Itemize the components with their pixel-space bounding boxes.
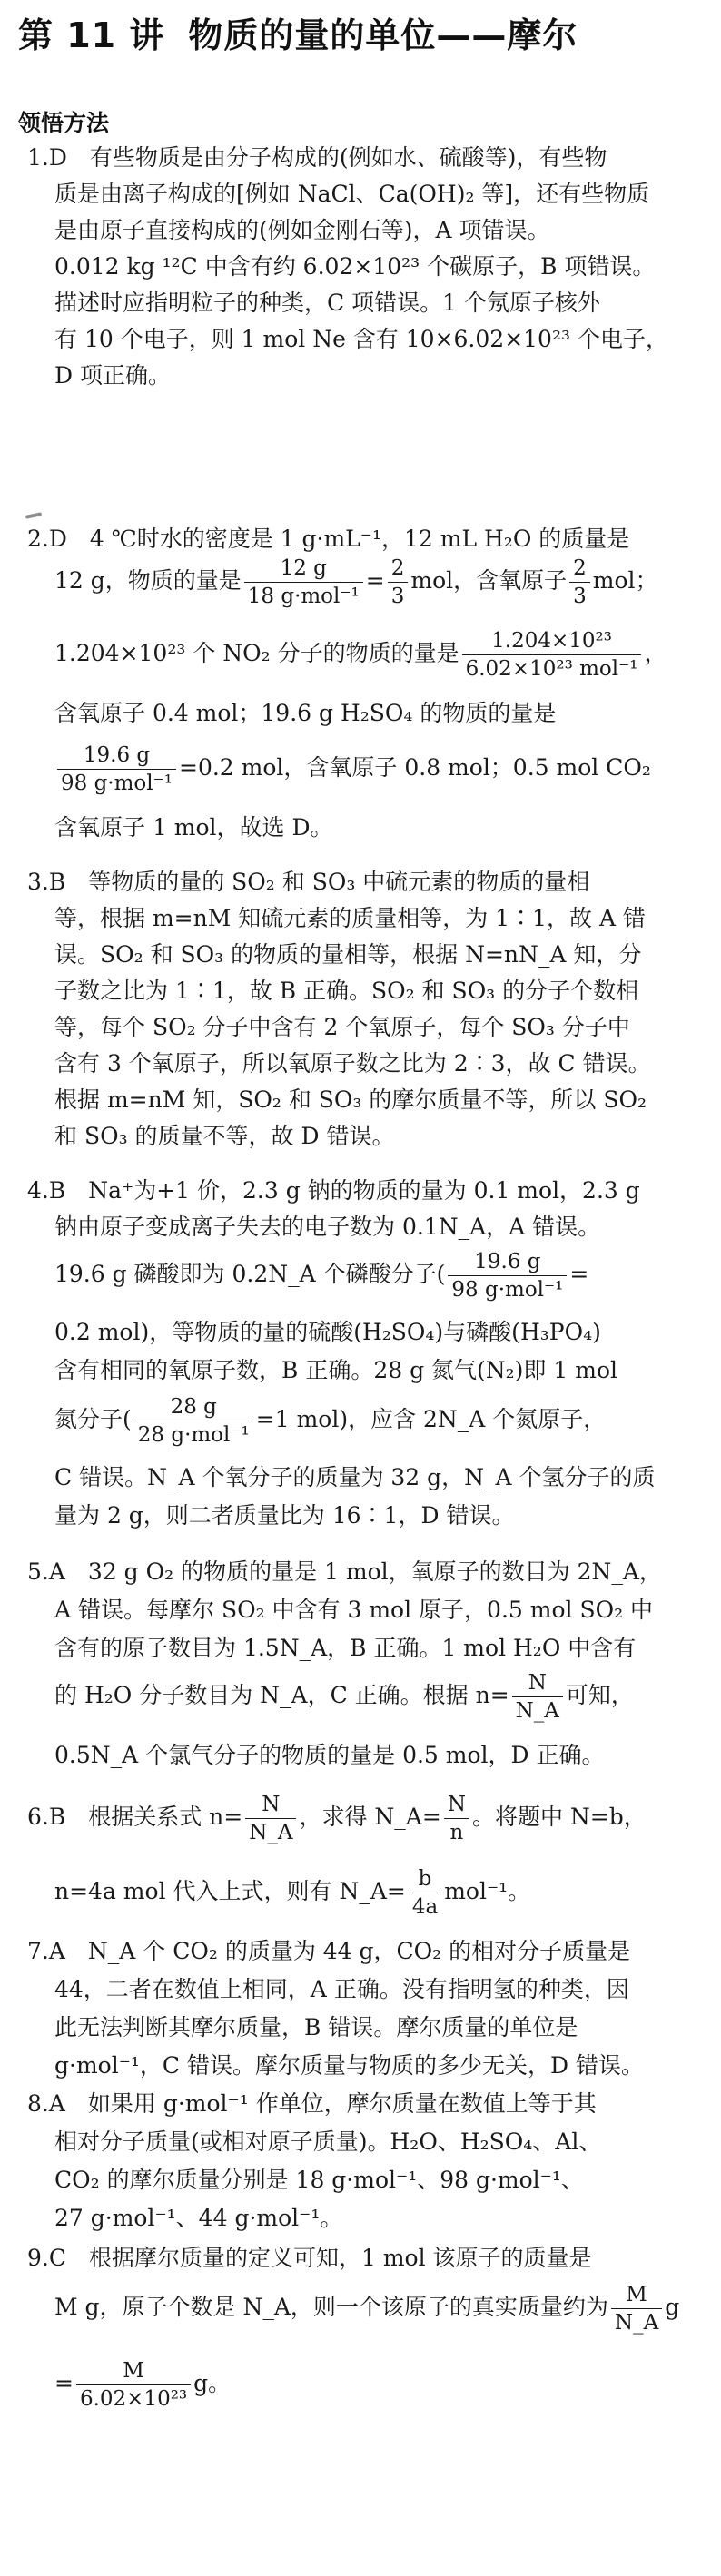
text-run: ，	[644, 640, 667, 666]
q2-fraction-line	[54, 545, 706, 617]
fraction	[444, 1791, 469, 1846]
fraction	[448, 1248, 567, 1303]
numerator: b	[409, 1865, 441, 1893]
denominator: 98 g·mol⁻¹	[451, 1278, 564, 1302]
text-run: 氮分子(	[54, 1406, 132, 1432]
text-run: =	[54, 2370, 74, 2396]
q5-line: A 错误。每摩尔 SO₂ 中含有 3 mol 原子，0.5 mol SO₂ 中	[54, 1597, 654, 1623]
text-run: 1.204×10²³ 个 NO₂ 分子的物质的量是	[54, 640, 459, 666]
text-run: mol，含氧原子	[410, 567, 568, 594]
denominator: 4a	[411, 1895, 439, 1919]
q8-line: CO₂ 的摩尔质量分别是 18 g·mol⁻¹、98 g·mol⁻¹、	[54, 2167, 584, 2193]
q9-line: 9.C 根据摩尔质量的定义可知，1 mol 该原子的质量是	[27, 2245, 592, 2271]
denominator: 6.02×10²³ mol⁻¹	[465, 657, 638, 681]
q2-fraction-line	[54, 732, 706, 804]
q5-line: 含有的原子数目为 1.5N_A，B 正确。1 mol H₂O 中含有	[54, 1635, 637, 1661]
text-run: g。	[193, 2370, 232, 2396]
numerator: 2	[388, 555, 409, 583]
denominator: 3	[573, 585, 587, 608]
text-run: ，求得 N_A=	[299, 1804, 441, 1830]
q3-line: 子数之比为 1∶1，故 B 正确。SO₂ 和 SO₃ 的分子个数相	[54, 978, 639, 1004]
q4-line: 4.B Na⁺为+1 价，2.3 g 钠的物质的量为 0.1 mol，2.3 g	[27, 1177, 640, 1204]
numerator: 28 g	[134, 1393, 253, 1421]
q7-line: 44，二者在数值上相同，A 正确。没有指明氢的种类，因	[54, 1976, 629, 2002]
text-run: 12 g，物质的量是	[54, 567, 242, 594]
q3-line: 根据 m=nM 知，SO₂ 和 SO₃ 的摩尔质量不等，所以 SO₂	[54, 1086, 647, 1113]
fraction	[134, 1393, 253, 1449]
fraction	[611, 2281, 662, 2336]
q5-line: 5.A 32 g O₂ 的物质的量是 1 mol，氧原子的数目为 2N_A，	[27, 1558, 662, 1585]
q1-line: 有 10 个电子，则 1 mol Ne 含有 10×6.02×10²³ 个电子，	[54, 326, 668, 352]
numerator: 19.6 g	[448, 1248, 567, 1276]
q3-line: 等，根据 m=nM 知硫元素的质量相等，为 1∶1，故 A 错	[54, 905, 646, 931]
numerator: 2	[569, 555, 590, 583]
denominator: n	[449, 1821, 464, 1844]
numerator: 19.6 g	[57, 742, 176, 770]
numerator: N	[512, 1669, 563, 1697]
q6-fraction-line	[54, 1855, 706, 1928]
text-run: 可知，	[565, 1682, 634, 1708]
text-run: g	[665, 2294, 680, 2320]
denominator: 18 g·mol⁻¹	[247, 585, 360, 608]
denominator: N_A	[249, 1821, 293, 1844]
fraction	[244, 555, 363, 610]
q1-line: 0.012 kg ¹²C 中含有约 6.02×10²³ 个碳原子，B 项错误。	[54, 253, 656, 280]
text-run: 。将题中 N=b，	[471, 1804, 647, 1830]
q7-line: 7.A N_A 个 CO₂ 的质量为 44 g，CO₂ 的相对分子质量是	[27, 1938, 631, 1964]
text-run: =0.2 mol，含氧原子 0.8 mol；0.5 mol CO₂	[179, 754, 651, 781]
q2-line: 含氧原子 0.4 mol；19.6 g H₂SO₄ 的物质的量是	[54, 700, 557, 726]
page-title	[18, 7, 578, 57]
q4-line: 0.2 mol)，等物质的量的硫酸(H₂SO₄)与磷酸(H₃PO₄)	[54, 1319, 601, 1345]
q1-line: 质是由离子构成的[例如 NaCl、Ca(OH)₂ 等]，还有些物质	[54, 181, 650, 207]
lecture-topic: 物质的量的单位——摩尔	[188, 15, 578, 55]
q5-line: 0.5N_A 个氯气分子的物质的量是 0.5 mol，D 正确。	[54, 1742, 605, 1768]
numerator: M	[611, 2281, 662, 2309]
text-run: 的 H₂O 分子数目为 N_A，C 正确。根据 n=	[54, 1682, 509, 1708]
q4-fraction-line	[54, 1383, 706, 1456]
fraction	[57, 742, 176, 797]
text-run: mol；	[592, 567, 658, 594]
q4-line: C 错误。N_A 个氧分子的质量为 32 g，N_A 个氢分子的质	[54, 1464, 656, 1490]
ink-mark	[25, 512, 42, 519]
fraction	[388, 555, 409, 610]
text-run: 19.6 g 磷酸即为 0.2N_A 个磷酸分子(	[54, 1261, 446, 1287]
text-run: n=4a mol 代入上式，则有 N_A=	[54, 1878, 406, 1904]
text-run: M g，原子个数是 N_A，则一个该原子的真实质量约为	[54, 2294, 608, 2320]
q3-line: 误。SO₂ 和 SO₃ 的物质的量相等，根据 N=nN_A 知，分	[54, 941, 642, 968]
denominator: 3	[390, 585, 405, 608]
q2-line: 含氧原子 1 mol，故选 D。	[54, 814, 333, 841]
lecture-number: 第 11 讲	[18, 15, 165, 55]
q8-line: 相对分子质量(或相对原子质量)。H₂O、H₂SO₄、Al、	[54, 2129, 602, 2155]
q8-line: 27 g·mol⁻¹、44 g·mol⁻¹。	[54, 2205, 343, 2231]
q3-line: 等，每个 SO₂ 分子中含有 2 个氧原子，每个 SO₃ 分子中	[54, 1014, 630, 1040]
numerator: 1.204×10²³	[462, 627, 642, 655]
fraction	[462, 627, 642, 683]
denominator: N_A	[614, 2311, 659, 2335]
q5-fraction-line	[54, 1659, 706, 1732]
q4-line: 钠由原子变成离子失去的电子数为 0.1N_A，A 错误。	[54, 1214, 601, 1240]
q2-fraction-line	[54, 617, 706, 690]
text-run: =1 mol)，应含 2N_A 个氮原子，	[255, 1406, 607, 1432]
q8-line: 8.A 如果用 g·mol⁻¹ 作单位，摩尔质量在数值上等于其	[27, 2090, 597, 2117]
q4-fraction-line	[54, 1238, 706, 1311]
q9-fraction-line	[54, 2347, 706, 2420]
fraction	[569, 555, 590, 610]
q7-line: g·mol⁻¹，C 错误。摩尔质量与物质的多少无关，D 错误。	[54, 2052, 644, 2079]
text-run: =	[569, 1261, 589, 1287]
denominator: 28 g·mol⁻¹	[137, 1423, 250, 1447]
q1-line: 1.D 有些物质是由分子构成的(例如水、硫酸等)，有些物	[27, 144, 607, 171]
q2-line: 2.D 4 ℃时水的密度是 1 g·mL⁻¹，12 mL H₂O 的质量是	[27, 526, 630, 552]
numerator: N	[245, 1791, 296, 1819]
fraction	[409, 1865, 441, 1921]
q4-line: 含有相同的氧原子数，B 正确。28 g 氮气(N₂)即 1 mol	[54, 1357, 617, 1383]
q1-line: D 项正确。	[54, 362, 171, 388]
q7-line: 此无法判断其摩尔质量，B 错误。摩尔质量的单位是	[54, 2014, 578, 2040]
denominator: 98 g·mol⁻¹	[61, 772, 173, 795]
q3-line: 和 SO₃ 的质量不等，故 D 错误。	[54, 1123, 395, 1149]
q1-line: 是由原子直接构成的(例如金刚石等)，A 项错误。	[54, 217, 550, 243]
q9-fraction-line	[54, 2271, 706, 2344]
denominator: N_A	[515, 1699, 559, 1723]
fraction	[245, 1791, 296, 1846]
numerator: N	[444, 1791, 469, 1819]
q3-line: 含有 3 个氧原子，所以氧原子数之比为 2∶3，故 C 错误。	[54, 1050, 651, 1077]
fraction	[512, 1669, 563, 1725]
denominator: 6.02×10²³	[79, 2387, 188, 2411]
numerator: M	[76, 2357, 191, 2385]
text-run: 6.B 根据关系式 n=	[27, 1804, 243, 1830]
q4-line: 量为 2 g，则二者质量比为 16∶1，D 错误。	[54, 1502, 515, 1529]
q6-fraction-line	[27, 1781, 706, 1853]
text-run: =	[365, 567, 385, 594]
q1-line: 描述时应指明粒子的种类，C 项错误。1 个氖原子核外	[54, 290, 600, 316]
text-run: mol⁻¹。	[444, 1878, 531, 1904]
q3-line: 3.B 等物质的量的 SO₂ 和 SO₃ 中硫元素的物质的量相	[27, 869, 590, 895]
fraction	[76, 2357, 191, 2413]
numerator: 12 g	[244, 555, 363, 583]
section-heading: 领悟方法	[18, 110, 110, 136]
